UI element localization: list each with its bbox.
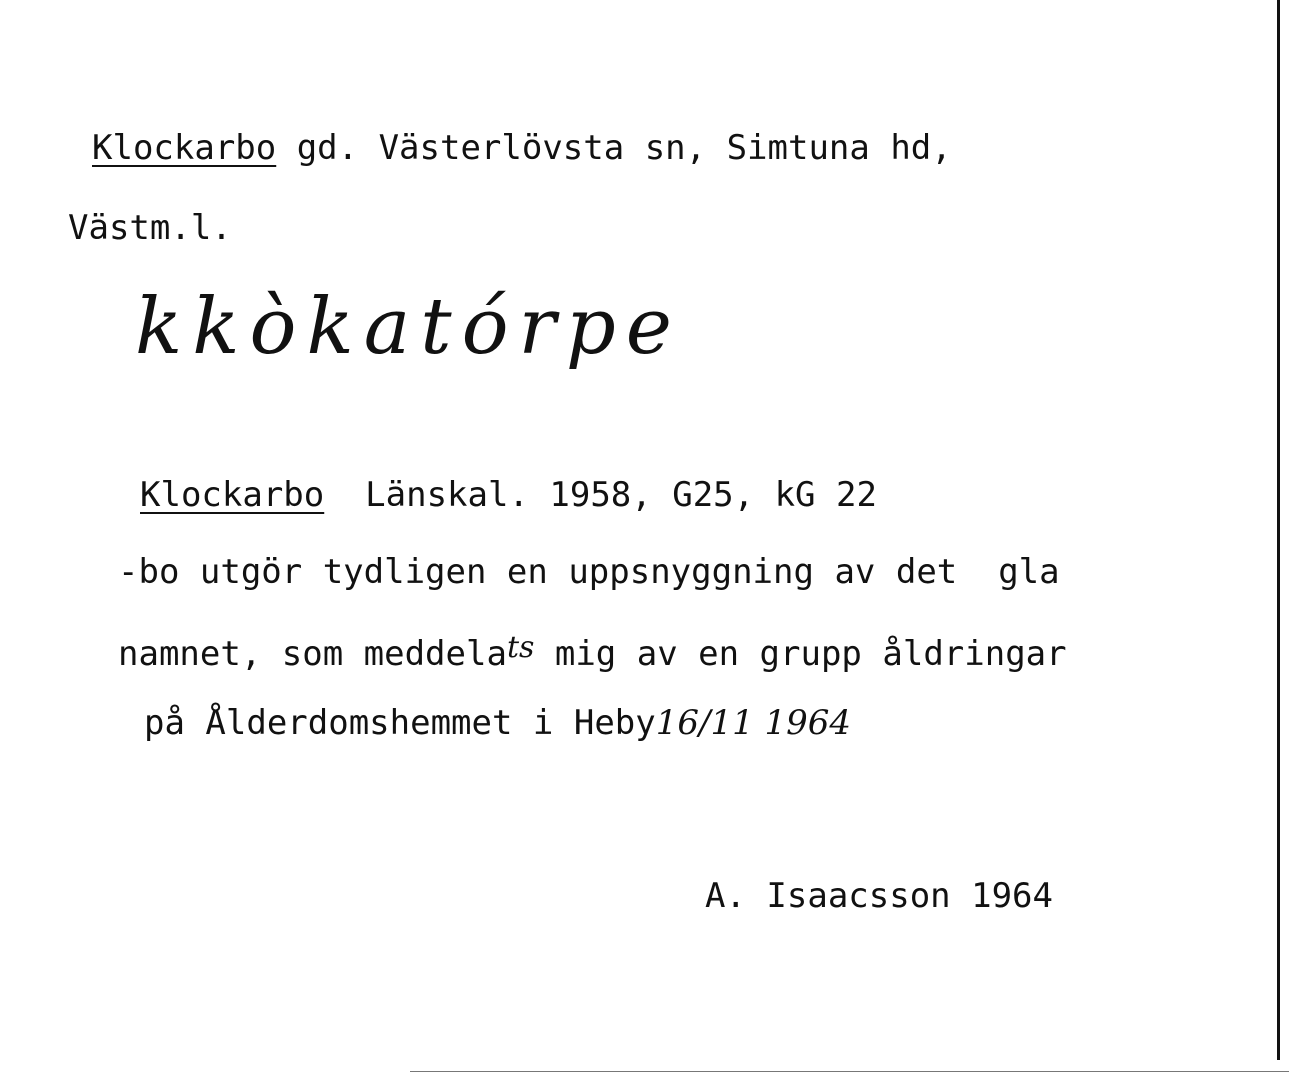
county-line: Västm.l.: [68, 208, 232, 248]
source-reference: Länskal. 1958, G25, kG 22: [324, 475, 877, 515]
place-heading-line: [92, 128, 952, 168]
note-line-3-text: på Ålderdomshemmet i Heby: [144, 703, 656, 743]
handwritten-date: 16/11 1964: [655, 703, 852, 743]
handwritten-insertion: ts: [506, 630, 535, 665]
place-location: gd. Västerlövsta sn, Simtuna hd,: [276, 128, 952, 168]
place-name: Klockarbo: [92, 128, 277, 168]
note-line-3: [144, 703, 851, 743]
card-right-edge: [1277, 0, 1280, 1060]
source-line: [140, 475, 877, 515]
note-line-2: [118, 628, 1067, 674]
note-line-1: -bo utgör tydligen en uppsnyggning av det gla: [118, 552, 1060, 592]
handwritten-pronunciation: kkòkatórpe: [135, 282, 682, 372]
signature-line: A. Isaacsson 1964: [705, 876, 1053, 916]
note-line-2-end: mig av en grupp åldringar: [534, 634, 1067, 674]
source-place-name: Klockarbo: [140, 475, 325, 515]
note-line-2-start: namnet, som meddela: [118, 634, 507, 674]
card-bottom-edge: [410, 1071, 1289, 1072]
